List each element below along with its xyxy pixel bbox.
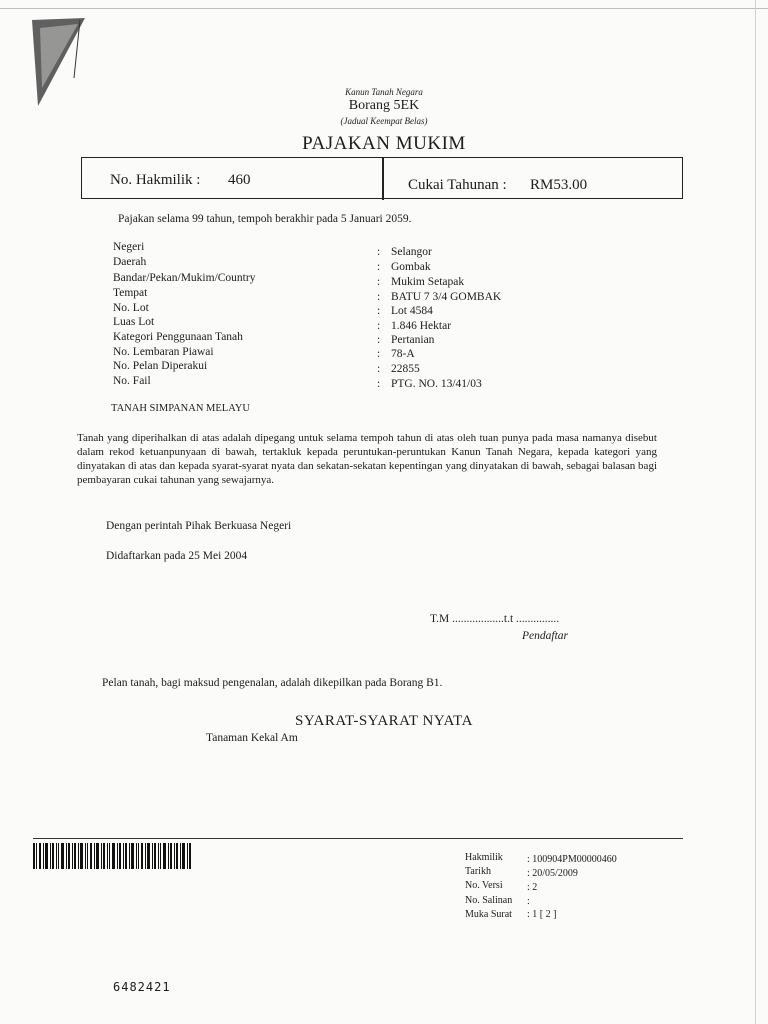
field-label: No. Lembaran Piawai xyxy=(113,346,214,358)
meta-label: Muka Surat xyxy=(465,909,512,920)
field-label: Bandar/Pekan/Mukim/Country xyxy=(113,272,256,284)
field-colon: : xyxy=(377,363,381,375)
field-value: 78-A xyxy=(391,348,415,360)
meta-value: : 1 [ 2 ] xyxy=(527,909,557,920)
field-label: No. Lot xyxy=(113,302,149,314)
field-value: Lot 4584 xyxy=(391,305,433,317)
field-value: Pertanian xyxy=(391,334,435,346)
field-label: No. Pelan Diperakui xyxy=(113,360,208,372)
cukai-value: RM53.00 xyxy=(530,177,588,193)
field-colon: : xyxy=(377,305,381,317)
field-colon: : xyxy=(377,320,381,332)
meta-label: No. Versi xyxy=(465,880,503,891)
field-colon: : xyxy=(377,276,381,288)
page-top-edge xyxy=(0,8,768,9)
form-name: Borang 5EK xyxy=(348,98,420,113)
field-label: Kategori Penggunaan Tanah xyxy=(113,331,243,343)
barcode-image xyxy=(33,843,191,869)
field-colon: : xyxy=(377,246,381,258)
footer-divider xyxy=(33,838,683,839)
hakmilik-value: 460 xyxy=(228,172,251,188)
conditions-text: Tanaman Kekal Am xyxy=(206,732,298,744)
conditions-title: SYARAT-SYARAT NYATA xyxy=(295,713,473,729)
field-value: 22855 xyxy=(391,363,420,375)
meta-label: No. Salinan xyxy=(465,895,513,906)
hakmilik-label: No. Hakmilik : xyxy=(110,172,201,188)
schedule-name: (Jadual Keempat Belas) xyxy=(340,116,428,126)
lease-line: Pajakan selama 99 tahun, tempoh berakhir pada 5 Januari 2059. xyxy=(118,213,412,225)
meta-label: Tarikh xyxy=(465,866,491,877)
title-box-divider xyxy=(382,157,384,200)
field-value: BATU 7 3/4 GOMBAK xyxy=(391,291,502,303)
signature-line: T.M ..................t.t ............... xyxy=(430,613,560,625)
field-label: Negeri xyxy=(113,241,145,253)
field-colon: : xyxy=(377,291,381,303)
act-name: Kanun Tanah Negara xyxy=(345,87,423,97)
cukai-label: Cukai Tahunan : xyxy=(408,177,507,193)
field-colon: : xyxy=(377,378,381,390)
field-label: Tempat xyxy=(113,287,148,299)
registrar-role: Pendaftar xyxy=(522,630,568,642)
field-colon: : xyxy=(377,334,381,346)
plan-note: Pelan tanah, bagi maksud pengenalan, adalah dikepilkan pada Borang B1. xyxy=(102,677,443,689)
authority-order: Dengan perintah Pihak Berkuasa Negeri xyxy=(106,520,292,532)
field-value: Gombak xyxy=(391,261,431,273)
meta-value: : 100904PM00000460 xyxy=(527,854,617,865)
meta-value: : xyxy=(527,896,530,907)
field-value: Mukim Setapak xyxy=(391,276,465,288)
stamp-number: 6482421 xyxy=(113,980,171,994)
field-label: Daerah xyxy=(113,256,147,268)
meta-value: : 2 xyxy=(527,882,538,893)
field-value: Selangor xyxy=(391,246,432,258)
registration-date: Didaftarkan pada 25 Mei 2004 xyxy=(106,550,248,562)
meta-label: Hakmilik xyxy=(465,852,503,863)
field-value: 1.846 Hektar xyxy=(391,320,452,332)
field-colon: : xyxy=(377,261,381,273)
reserve-status: TANAH SIMPANAN MELAYU xyxy=(111,403,250,414)
field-label: Luas Lot xyxy=(113,316,155,328)
meta-value: : 20/05/2009 xyxy=(527,868,578,879)
field-colon: : xyxy=(377,348,381,360)
field-value: PTG. NO. 13/41/03 xyxy=(391,378,482,390)
tenure-paragraph: Tanah yang diperihalkan di atas adalah dipegang untuk selama tempoh tahun di atas oleh tuan punya pada masa namanya disebut dalam rekod ketuanpunyaan di bawah, tertakluk kepada peruntukan-peruntukan Kanun Tanah Negara, kepada kategori yang dinyatakan di atas dan kepada syarat-syarat nyata dan sekatan-sekatan kepentingan yang dinyatakan di bawah, sebagai balasan bagi pembayaran cukai tahunan yang sewajarnya. xyxy=(77,432,657,486)
document-title: PAJAKAN MUKIM xyxy=(302,133,466,154)
field-label: No. Fail xyxy=(113,375,151,387)
